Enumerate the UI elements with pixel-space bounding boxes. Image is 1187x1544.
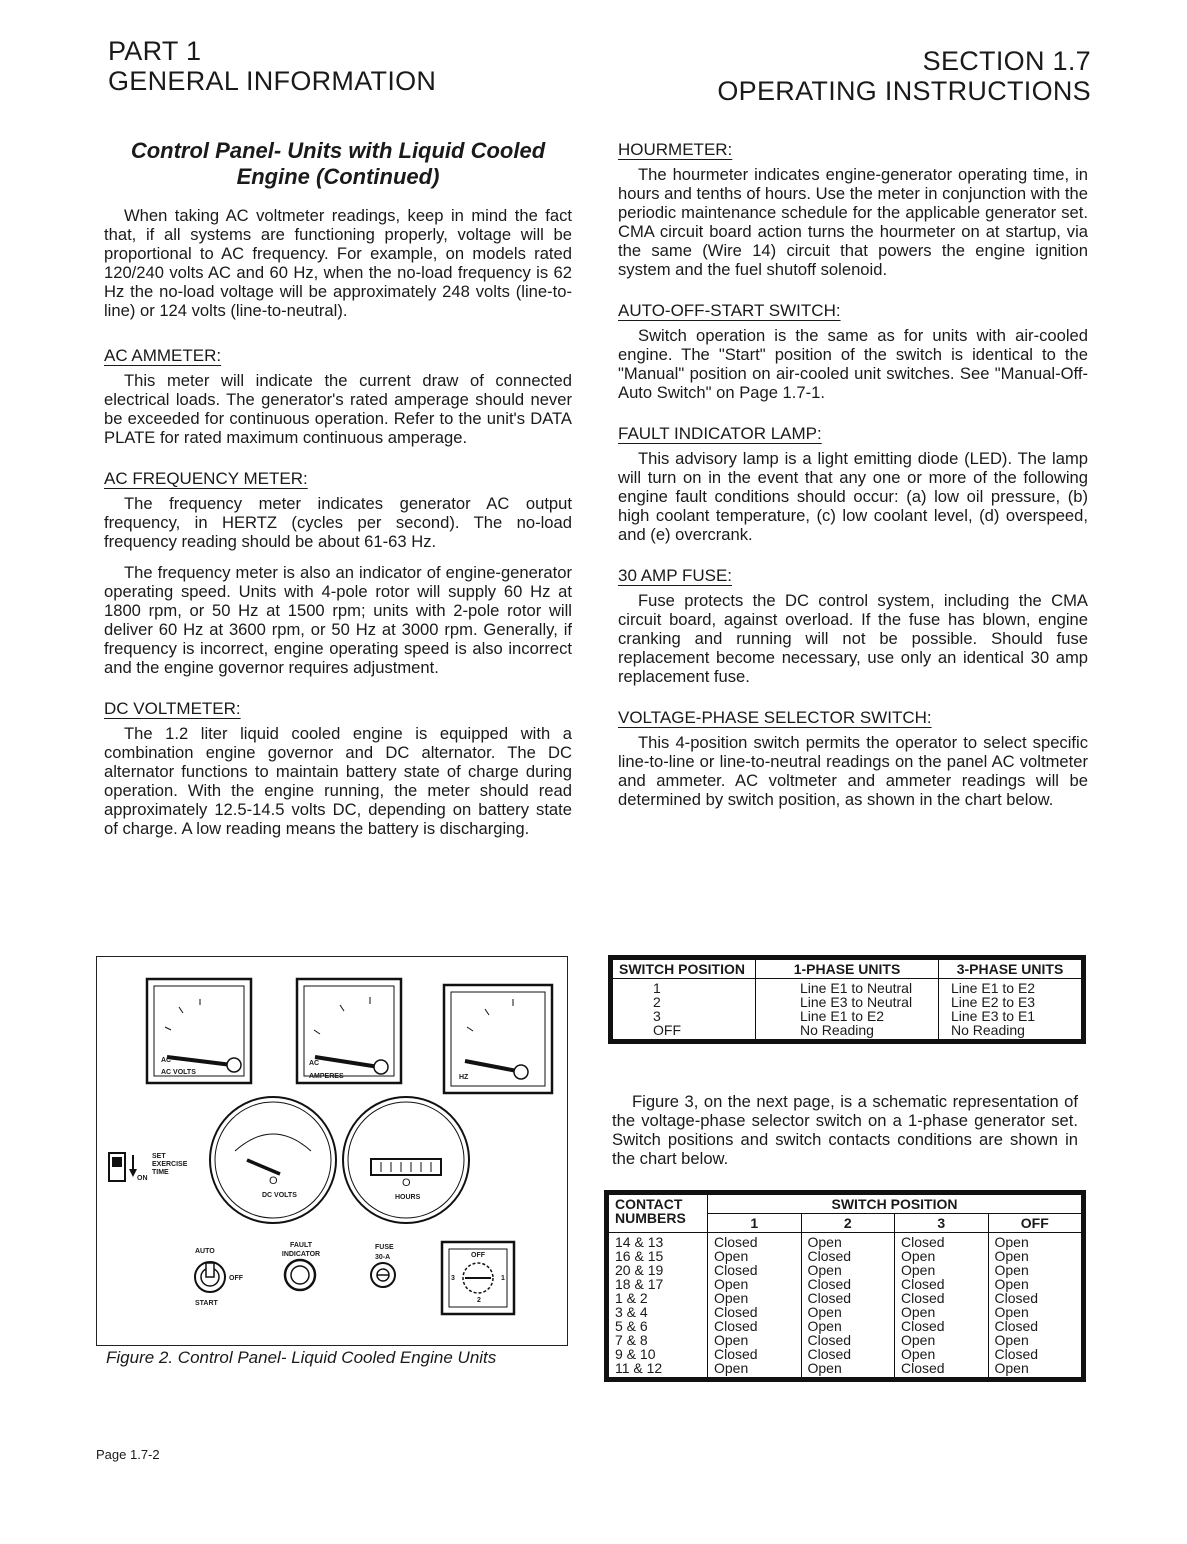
col-switch-position-header: SWITCH POSITION: [708, 1195, 1082, 1214]
fuse-text: Fuse protects the DC control system, including the CMA circuit board, against overload. If the fuse has blown, engine cranking and running will not be possible. Should fuse replacement become necessary, use only an identical 30 amp replacement fuse.: [618, 591, 1088, 686]
label-set-exercise-time: SET EXERCISE TIME: [152, 1153, 188, 1176]
contact-state: Closed: [994, 1290, 1039, 1306]
ac-frequency-title: AC FREQUENCY METER:: [104, 469, 308, 488]
contact-rows: [609, 1233, 1082, 1378]
intro-paragraph: When taking AC voltmeter readings, keep in mind the fact that, if all systems are functioning properly, voltage will be proportional to AC frequency. For example, on models rated 120/240 volts AC and 60 Hz, when the no-load frequency is 62 Hz the no-load voltage will be approximately 248 volts (line-to-line) or 124 volts (line-to-neutral).: [104, 206, 572, 320]
page-number: Page 1.7-2: [96, 1447, 160, 1462]
section-title: OPERATING INSTRUCTIONS: [717, 76, 1091, 106]
position-cell: 1: [653, 980, 661, 996]
selector-text: This 4-position switch permits the operator to select specific line-to-line or line-to-neutral readings on the panel AC voltmeter and ammeter. AC voltmeter and ammeter readings will be determined by switch position, as shown in the chart below.: [618, 733, 1088, 809]
contact-number: 9 & 10: [615, 1346, 656, 1362]
position-cell: 2: [653, 994, 661, 1010]
contact-table: [604, 1190, 1086, 1382]
contact-number: 14 & 13: [615, 1234, 664, 1250]
exercise-switch-icon: [109, 1153, 137, 1181]
ac-frequency-text-1: The frequency meter indicates generator AC output frequency, in HERTZ (cycles per second). The no-load frequency reading should be about 61-63 Hz.: [104, 494, 572, 551]
three-phase-cell: No Reading: [951, 1022, 1025, 1038]
ac-ammeter-text: This meter will indicate the current draw of connected electrical loads. The generator's rated amperage should never be exceeded for continuous operation. Refer to the unit's DATA PLATE for rated maximum continuous amperage.: [104, 371, 572, 447]
dc-voltmeter-title: DC VOLTMETER:: [104, 699, 241, 718]
fuse-section: [618, 566, 1088, 686]
position-values-cell: [895, 1233, 989, 1378]
col-position-off: OFF: [988, 1214, 1082, 1233]
contact-state: Open: [994, 1262, 1029, 1278]
dc-voltmeter-dial: [210, 1097, 336, 1223]
position-values-cell: [988, 1233, 1082, 1378]
col-1-phase: 1-PHASE UNITS: [756, 960, 939, 979]
ac-voltmeter-gauge: [147, 979, 251, 1083]
label-ac: AC: [161, 1057, 172, 1064]
table-row: [613, 979, 1082, 1040]
contact-number: 16 & 15: [615, 1248, 664, 1264]
contact-number: 11 & 12: [615, 1360, 663, 1376]
col-position-1: 1: [708, 1214, 802, 1233]
right-column: [618, 140, 1088, 831]
hours-dial-zero: O: [402, 1177, 411, 1189]
control-panel-drawing: [97, 957, 567, 1345]
label-auto: AUTO: [195, 1248, 215, 1255]
section-label: SECTION 1.7: [922, 46, 1091, 76]
contact-state: Closed: [901, 1276, 945, 1292]
fuse-title: 30 AMP FUSE:: [618, 566, 733, 585]
contact-number: 18 & 17: [615, 1276, 664, 1292]
contact-state: Closed: [901, 1290, 945, 1306]
label-start: START: [195, 1300, 218, 1307]
label-off: OFF: [229, 1275, 243, 1282]
fault-lamp-section: [618, 424, 1088, 544]
auto-off-start-text: Switch operation is the same as for units with air-cooled engine. The "Start" position of the switch is identical to the "Manual" position on air-cooled unit switches. See "Manual-Off-Auto Switch" on Page 1.7-1.: [618, 326, 1088, 402]
label-dc-volts: DC VOLTS: [262, 1192, 297, 1199]
ac-ammeter-section: [104, 346, 572, 447]
position-values-cell: [708, 1233, 802, 1378]
contact-state: Open: [901, 1304, 936, 1320]
contact-state: Open: [901, 1332, 936, 1348]
contact-state: Open: [994, 1304, 1029, 1320]
three-phase-cell: Line E3 to E1: [951, 1008, 1036, 1024]
selector-title: VOLTAGE-PHASE SELECTOR SWITCH:: [618, 708, 932, 727]
part-header: [108, 36, 436, 96]
ac-frequency-section: [104, 469, 572, 677]
dc-voltmeter-section: [104, 699, 572, 838]
contact-state: Open: [994, 1248, 1029, 1264]
label-fault-indicator: FAULT INDICATOR: [281, 1242, 321, 1258]
contact-state: Closed: [901, 1360, 945, 1376]
contact-state: Open: [714, 1248, 749, 1264]
part-label: PART 1: [108, 36, 202, 66]
contact-state: Open: [807, 1318, 842, 1334]
figure-2-caption: Figure 2. Control Panel- Liquid Cooled Engine Units: [106, 1348, 497, 1367]
contact-state: Closed: [714, 1304, 758, 1320]
control-panel-figure: [96, 956, 568, 1346]
one-phase-cell: Line E3 to Neutral: [800, 994, 913, 1010]
label-ac-amp: AC: [309, 1060, 320, 1067]
one-phase-cell: No Reading: [800, 1022, 874, 1038]
figure-3-text: Figure 3, on the next page, is a schematic representation of the voltage-phase selector switch on a 1-phase generator set. Switch positions and switch contacts conditions are shown in the chart below.: [612, 1092, 1078, 1168]
label-fuse: FUSE: [375, 1244, 394, 1251]
contact-state: Closed: [714, 1346, 758, 1362]
hourmeter-section: [618, 140, 1088, 279]
contact-number: 5 & 6: [615, 1318, 648, 1334]
section-header: [717, 46, 1091, 106]
auto-off-start-title: AUTO-OFF-START SWITCH:: [618, 301, 841, 320]
contact-state: Closed: [714, 1318, 758, 1334]
contact-state: Closed: [901, 1318, 945, 1334]
contact-state: Open: [714, 1276, 749, 1292]
contact-state: Closed: [714, 1262, 758, 1278]
switch-position-table: [608, 955, 1086, 1044]
contact-number: 1 & 2: [615, 1290, 648, 1306]
one-phase-cell: Line E1 to E2: [800, 1008, 885, 1024]
label-on: ON: [137, 1175, 148, 1182]
contact-state: Open: [714, 1332, 749, 1348]
hourmeter-text: The hourmeter indicates engine-generator operating time, in hours and tenths of hours. Use the meter in conjunction with the periodic maintenance schedule for the applicable generator set. CMA circuit board action turns the hourmeter on at startup, via the same (Wire 14) circuit that powers the engine ignition system and the fuel shutoff solenoid.: [618, 165, 1088, 279]
one-phase-cell: Line E1 to Neutral: [800, 980, 913, 996]
contact-state: Open: [807, 1262, 842, 1278]
left-column: [104, 138, 572, 860]
label-fuse-rating: 30-A: [375, 1254, 391, 1261]
figure-3-paragraph-wrap: [612, 1092, 1078, 1180]
contact-state: Open: [901, 1248, 936, 1264]
contact-number: 20 & 19: [615, 1262, 664, 1278]
ac-ammeter-title: AC AMMETER:: [104, 346, 222, 365]
contact-state: Closed: [807, 1332, 852, 1348]
contact-state: Open: [901, 1346, 936, 1362]
dc-dial-zero: O: [269, 1175, 278, 1187]
label-hours: HOURS: [395, 1194, 421, 1201]
contact-state: Closed: [901, 1234, 945, 1250]
subheading: Control Panel- Units with Liquid Cooled Engine (Continued): [130, 138, 546, 189]
label-ac-volts: AC VOLTS: [161, 1069, 196, 1076]
label-selector-1: 1: [501, 1275, 505, 1282]
label-selector-3: 3: [451, 1275, 455, 1282]
contact-state: Open: [807, 1360, 842, 1376]
label-amperes: AMPERES: [309, 1073, 344, 1080]
contact-state: Closed: [807, 1346, 852, 1362]
contact-number: 3 & 4: [615, 1304, 648, 1320]
contact-state: Closed: [807, 1290, 852, 1306]
contact-state: Open: [714, 1360, 749, 1376]
three-phase-cell: Line E1 to E2: [951, 980, 1036, 996]
col-switch-position: SWITCH POSITION: [613, 960, 756, 979]
part-title: GENERAL INFORMATION: [108, 66, 437, 96]
label-selector-off: OFF: [471, 1252, 485, 1259]
label-selector-2: 2: [477, 1297, 481, 1304]
contact-state: Open: [901, 1262, 936, 1278]
selector-section: [618, 708, 1088, 809]
contact-numbers-cell: [609, 1233, 708, 1378]
contact-state: Closed: [994, 1346, 1039, 1362]
contact-state: Open: [994, 1234, 1029, 1250]
position-cell: 3: [653, 1008, 661, 1024]
fault-indicator-lamp: [285, 1260, 315, 1290]
col-position-3: 3: [895, 1214, 989, 1233]
label-hz: HZ: [459, 1074, 469, 1081]
contact-state: Open: [994, 1360, 1029, 1376]
hourmeter-title: HOURMETER:: [618, 140, 733, 159]
position-values-cell: [801, 1233, 895, 1378]
fault-lamp-title: FAULT INDICATOR LAMP:: [618, 424, 822, 443]
ac-ammeter-gauge: [297, 979, 401, 1083]
contact-state: Open: [994, 1332, 1029, 1348]
col-position-2: 2: [801, 1214, 895, 1233]
hourmeter-dial: [343, 1097, 469, 1223]
col-3-phase: 3-PHASE UNITS: [939, 960, 1082, 979]
contact-state: Closed: [807, 1248, 852, 1264]
contact-state: Open: [714, 1290, 749, 1306]
contact-state: Closed: [807, 1276, 852, 1292]
table-row: [609, 1233, 1082, 1378]
fuse-holder: [371, 1263, 395, 1287]
contact-state: Open: [807, 1234, 842, 1250]
dc-voltmeter-text: The 1.2 liter liquid cooled engine is equipped with a combination engine governor and DC alternator. The DC alternator functions to maintain battery state of charge during operation. With the engine running, the meter should read approximately 12.5-14.5 volts DC, depending on battery state of charge. A low reading means the battery is discharging.: [104, 724, 572, 838]
contact-state: Closed: [714, 1234, 758, 1250]
ac-frequency-text-2: The frequency meter is also an indicator of engine-generator operating speed. Units with 4-pole rotor will supply 60 Hz at 1800 rpm, or 50 Hz at 1500 rpm; units with 2-pole rotor will deliver 60 Hz at 3600 rpm, or 50 Hz at 3000 rpm. Generally, if frequency is incorrect, engine operating speed is also incorrect and the engine governor requires adjustment.: [104, 563, 572, 677]
position-cell: OFF: [653, 1022, 681, 1038]
col-contact-numbers: CONTACT NUMBERS: [609, 1195, 708, 1233]
three-phase-cell: Line E2 to E3: [951, 994, 1036, 1010]
contact-state: Open: [807, 1304, 842, 1320]
contact-state: Closed: [994, 1318, 1039, 1334]
fault-lamp-text: This advisory lamp is a light emitting diode (LED). The lamp will turn on in the event that any one or more of the following engine fault conditions should occur: (a) low oil pressure, (b) high coolant temperature, (c) low coolant level, (d) overspeed, and (e) overcrank.: [618, 449, 1088, 544]
contact-state: Open: [994, 1276, 1029, 1292]
auto-off-start-section: [618, 301, 1088, 402]
contact-number: 7 & 8: [615, 1332, 648, 1348]
auto-off-start-switch: [195, 1262, 225, 1292]
